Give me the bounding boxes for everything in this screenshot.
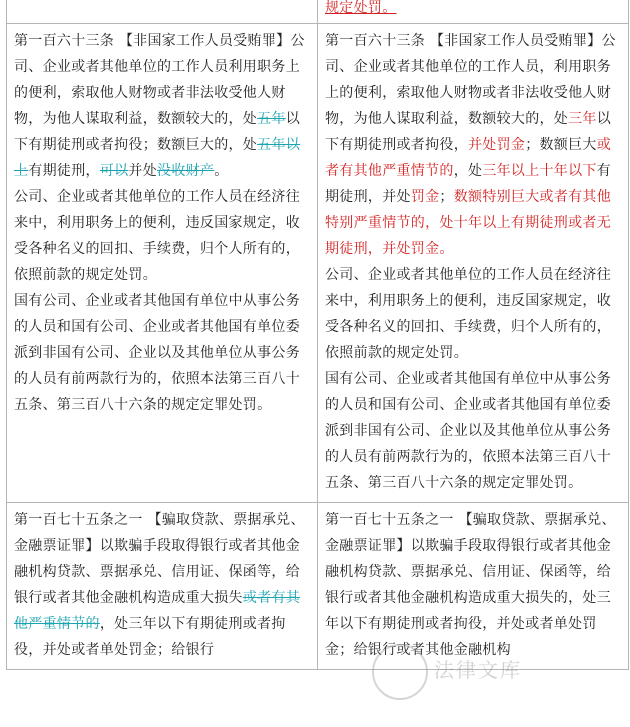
text-run: ，处: [453, 163, 483, 179]
deleted-text: 五年: [257, 111, 286, 127]
article-175-1-new-p1: [325, 507, 621, 663]
text-run: 第一百七十五条之一 【骗取贷款、票据承兑、金融票证罪】以欺骗手段取得银行或者其他金融机构贷款、票据承兑、信用证、保函等，给银行或者其他金融机构造成重大损失: [14, 512, 305, 606]
article-163-old-cell: [7, 24, 318, 503]
article-175-1-old-cell: [7, 503, 318, 670]
table-row: [7, 24, 629, 503]
article-175-1-new-cell: [318, 503, 629, 670]
row1-right-cell: [318, 0, 629, 24]
text-run: ；数额巨大: [525, 137, 597, 153]
text-run: 以下有期徒刑或者拘役，: [325, 111, 612, 153]
text-run: 第一百六十三条 【非国家工作人员受贿罪】公司、企业或者其他单位的工作人员，利用职务上的便利，索取他人财物或者非法收受他人财物，为他人谋取利益，数额较大的，处: [325, 33, 616, 127]
text-run: 第一百六十三条 【非国家工作人员受贿罪】公司、企业或者其他单位的工作人员利用职务上的便利，索取他人财物或者非法收受他人财物，为他人谋取利益，数额较大的，处: [14, 33, 305, 127]
text-run: 有期徒刑，: [28, 163, 100, 179]
article-163-old-p2: 公司、企业或者其他单位的工作人员在经济往来中，利用职务上的便利，违反国家规定，收受各种名义的回扣、手续费，归个人所有的，依照前款的规定处罚。: [14, 189, 300, 283]
inserted-text: 数额特别巨大或者有其他特别严重情节的，处十年以上有期徒刑或者无期徒刑，并处罚金。: [325, 189, 612, 257]
watermark-text: 法律文库: [434, 658, 522, 682]
text-run: 。: [214, 163, 229, 179]
law-comparison-table: [6, 0, 629, 670]
deleted-text: 可以: [99, 163, 129, 179]
text-run: 有期徒刑，并处: [325, 163, 612, 205]
inserted-text: 三年: [568, 111, 597, 127]
article-163-new-p1: [325, 28, 621, 262]
deleted-text: 没收财产: [157, 163, 215, 179]
article-163-new-p3: 国有公司、企业或者其他国有单位中从事公务的人员和国有公司、企业或者其他国有单位委派到非国有公司、企业以及其他单位从事公务的人员有前两款行为的，依照本法第三百八十五条、第三百八十六条的规定定罪处罚。: [325, 371, 611, 491]
text-run: ，处三年以下有期徒刑或者拘役，并处或者单处罚金；给银行: [14, 616, 286, 658]
deleted-text: 五年以上: [14, 137, 301, 179]
inserted-text: 三年以上十年以下: [482, 163, 597, 179]
row1-right-text: 规定处罚。: [325, 0, 397, 16]
row1-left-cell: [7, 0, 318, 24]
article-163-old-p1: [14, 28, 310, 184]
inserted-text: 或者有其他严重情节的: [325, 137, 612, 179]
deleted-text: 或者有其他严重情节的: [14, 590, 301, 632]
article-163-new-cell: [318, 24, 629, 503]
text-run: 以下有期徒刑或者拘役；数额巨大的，处: [14, 111, 301, 153]
article-163-old-p3: 国有公司、企业或者其他国有单位中从事公务的人员和国有公司、企业或者其他国有单位委派到非国有公司、企业以及其他单位从事公务的人员有前两款行为的，依照本法第三百八十五条、第三百八十六条的规定定罪处罚。: [14, 293, 300, 413]
article-175-1-old-p1: [14, 507, 310, 663]
inserted-text: 并处罚金: [468, 137, 526, 153]
article-163-new-p2: 公司、企业或者其他单位的工作人员在经济往来中，利用职务上的便利，违反国家规定，收受各种名义的回扣、手续费，归个人所有的，依照前款的规定处罚。: [325, 267, 611, 361]
table-row: [7, 503, 629, 670]
inserted-text: 罚金: [410, 189, 440, 205]
text-run: ；: [439, 189, 454, 205]
text-run: 第一百七十五条之一 【骗取贷款、票据承兑、金融票证罪】以欺骗手段取得银行或者其他金融机构贷款、票据承兑、信用证、保函等，给银行或者其他金融机构造成重大损失的，处三年以下有期徒刑或者拘役，并处或者单处罚金；给银行或者其他金融机构: [325, 512, 616, 658]
text-run: 并处: [128, 163, 158, 179]
table-row: [7, 0, 629, 24]
